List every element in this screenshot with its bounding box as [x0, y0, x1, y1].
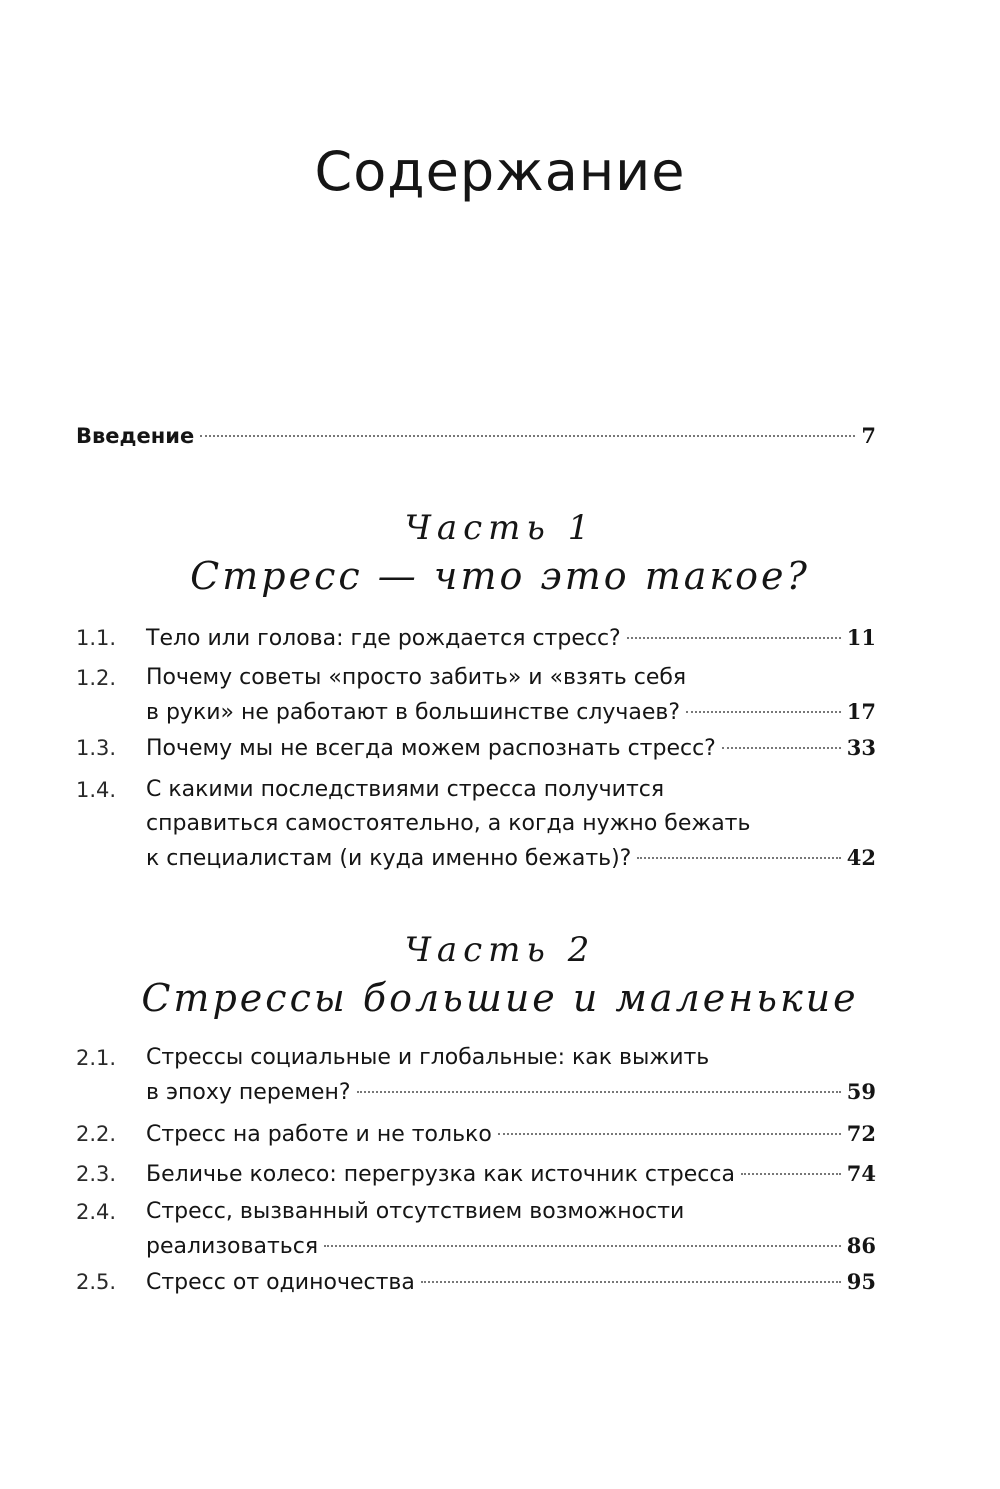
toc-entry-number: 2.3.	[76, 1162, 117, 1186]
toc-entry-number: 1.1.	[76, 626, 117, 650]
toc-entry-line[interactable]	[146, 1076, 876, 1109]
toc-page-number: 7	[861, 423, 876, 448]
toc-page-number: 33	[846, 735, 876, 760]
toc-page-number: 72	[846, 1121, 876, 1146]
toc-entry-line[interactable]	[146, 1196, 876, 1228]
toc-entry-line[interactable]	[146, 1230, 876, 1263]
toc-page-number: 95	[846, 1269, 876, 1294]
toc-entry-number: 2.5.	[76, 1270, 117, 1294]
dot-leader	[741, 1173, 841, 1175]
toc-intro-label: Введение	[76, 424, 195, 448]
part-label: Часть 1	[404, 508, 596, 548]
toc-entry-line[interactable]	[146, 622, 876, 655]
toc-entry-number: 1.2.	[76, 666, 117, 690]
toc-page-number: 17	[846, 699, 876, 724]
toc-entry-line[interactable]	[146, 1118, 876, 1151]
toc-entry-line[interactable]	[146, 774, 876, 806]
toc-entry-number: 2.4.	[76, 1200, 117, 1224]
toc-entry-line[interactable]	[146, 842, 876, 875]
toc-entry-line[interactable]	[146, 808, 876, 840]
toc-page-number: 59	[846, 1079, 876, 1104]
toc-entry-number: 1.3.	[76, 736, 117, 760]
toc-entry-text: Стресс, вызванный отсутствием возможности	[146, 1199, 685, 1224]
toc-entry-number: 1.4.	[76, 778, 117, 802]
dot-leader	[421, 1281, 841, 1283]
dot-leader	[357, 1091, 841, 1093]
part-title: Стрессы большие и маленькие	[141, 976, 859, 1020]
toc-entry-text: в руки» не работают в большинстве случаев?	[146, 700, 681, 725]
toc-entry-text: Беличье колесо: перегрузка как источник стресса	[146, 1162, 735, 1187]
toc-entry-text: справиться самостоятельно, а когда нужно бежать	[146, 811, 751, 836]
toc-entry-text: С какими последствиями стресса получится	[146, 777, 665, 802]
dot-leader	[627, 637, 841, 639]
dot-leader	[722, 747, 841, 749]
dot-leader	[637, 857, 840, 859]
toc-entry-text: реализоваться	[146, 1234, 319, 1259]
toc-entry-number: 2.1.	[76, 1046, 117, 1070]
toc-intro-entry[interactable]	[76, 420, 876, 452]
part-title: Стресс — что это такое?	[190, 554, 810, 598]
toc-entry-text: Стресс от одиночества	[146, 1270, 415, 1295]
toc-entry-text: к специалистам (и куда именно бежать)?	[146, 846, 632, 871]
toc-page-number: 86	[846, 1233, 876, 1258]
toc-page-number: 42	[846, 845, 876, 870]
dot-leader	[498, 1133, 841, 1135]
dot-leader	[686, 711, 841, 713]
toc-entry-line[interactable]	[146, 696, 876, 729]
dot-leader	[324, 1245, 841, 1247]
toc-entry-number: 2.2.	[76, 1122, 117, 1146]
toc-entry-line[interactable]	[146, 1266, 876, 1299]
toc-entry-line[interactable]	[146, 662, 876, 694]
toc-entry-text: Тело или голова: где рождается стресс?	[146, 626, 621, 651]
toc-entry-line[interactable]	[146, 1158, 876, 1191]
toc-page-number: 11	[846, 625, 876, 650]
dot-leader	[200, 435, 855, 437]
toc-entry-text: в эпоху перемен?	[146, 1080, 351, 1105]
toc-entry-text: Стрессы социальные и глобальные: как выжить	[146, 1045, 710, 1070]
part-label: Часть 2	[404, 930, 596, 970]
page-title: Содержание	[314, 140, 686, 203]
toc-entry-text: Почему мы не всегда можем распознать стресс?	[146, 736, 716, 761]
toc-entry-text: Стресс на работе и не только	[146, 1122, 492, 1147]
toc-page-number: 74	[846, 1161, 876, 1186]
toc-entry-line[interactable]	[146, 1042, 876, 1074]
toc-entry-text: Почему советы «просто забить» и «взять себя	[146, 665, 687, 690]
toc-entry-line[interactable]	[146, 732, 876, 765]
